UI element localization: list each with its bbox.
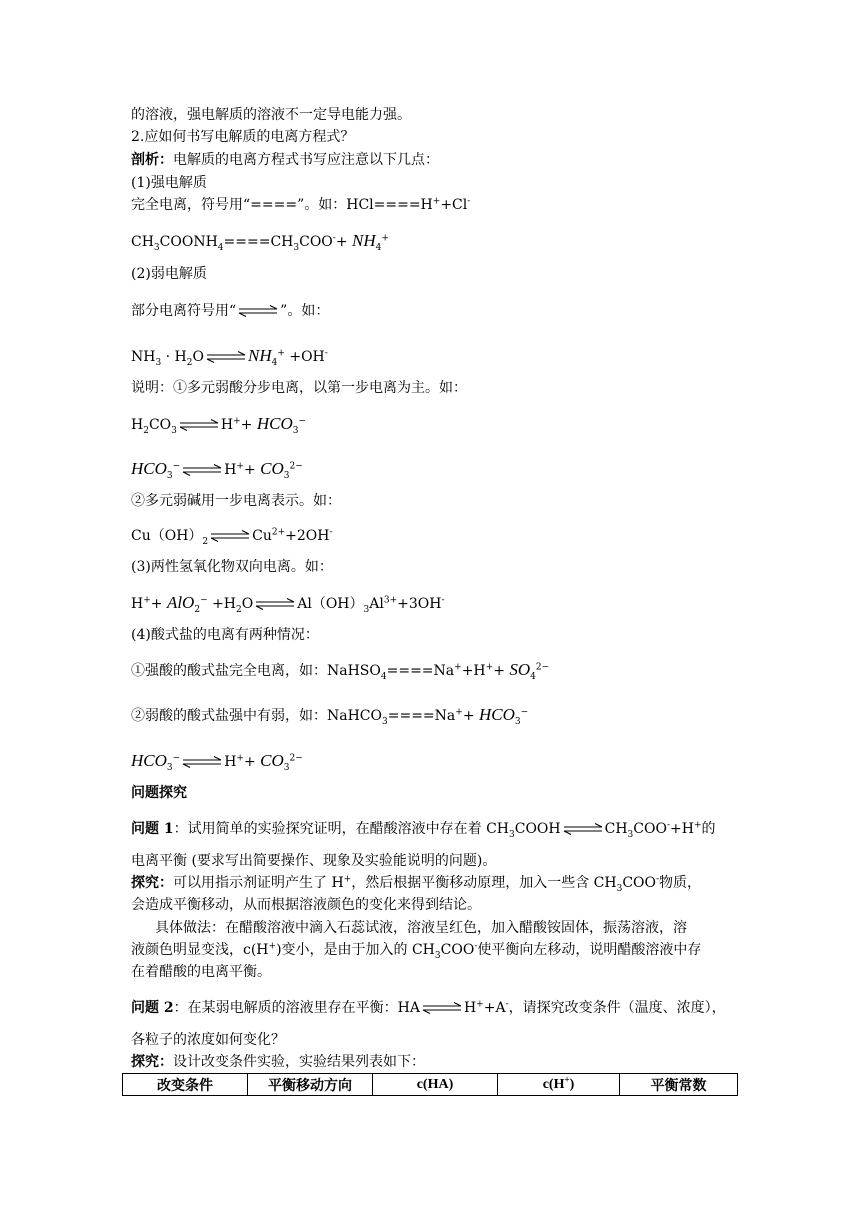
text-line: 剖析：电解质的电离方程式书写应注意以下几点： [131,152,439,168]
equilibrium-arrow-icon [209,530,251,542]
equation-line: $H_2CO_3$ $H^++ HCO_3^-$ [131,414,307,436]
equation-line: $NH_3 \cdot H_2O$ $NH_4^+ +OH^-$ [131,346,328,368]
equation-line: ②弱酸的酸式盐强中有弱，如：NaHCO$_3$====Na++ $HCO_3^-$ [131,705,529,727]
equation-line: $CH_3COONH_4====CH_3COO^-+ NH_4^+$ [131,231,389,253]
table-header-cell: c(H+) [498,1074,620,1096]
table-header-row [123,1074,738,1096]
equilibrium-arrow-icon [421,1002,463,1014]
question-1: 问题 1：试用简单的实验探究证明，在醋酸溶液中存在着 $CH_3COOH$ $CH_3COO^-+H^+$的 [131,820,716,840]
question-heading: 2.应如何书写电解质的电离方程式？ [131,129,355,145]
question-2-line-2: 各粒子的浓度如何变化？ [131,1032,285,1048]
equilibrium-arrow-icon [254,598,296,610]
text-line: ②多元弱碱用一步电离表示。如： [131,493,341,509]
table-header-cell: c(HA) [373,1074,498,1096]
paragraph-line: 具体做法：在醋酸溶液中滴入石蕊试液，溶液呈红色，加入醋酸铵固体，振荡溶液，溶 [155,920,687,936]
equation-line: $HCO_3^-$ $H^++ CO_3^{2-}$ [131,459,303,481]
question-2: 问题 2：在某弱电解质的溶液里存在平衡：HA H++A-，请探究改变条件（温度、浓度）， [131,999,726,1016]
question-1-line-2: 电离平衡 (要求写出简要操作、现象及实验能说明的问题)。 [131,853,497,869]
table-header-cell: 改变条件 [123,1074,248,1096]
equation-line: 完全电离，符号用“====”。如：HCl====H++Cl- [131,196,471,213]
table-header-cell: 平衡移动方向 [248,1074,373,1096]
text-line: 部分电离符号用“ ”。如： [131,303,330,319]
text-line: (1)强电解质 [131,175,207,191]
text-line: 说明：①多元弱酸分步电离，以第一步电离为主。如： [131,380,467,396]
equilibrium-arrow-icon [237,305,279,317]
equilibrium-arrow-icon [178,419,220,431]
equation-line: $Cu(OH)_2$ $Cu^{2+}+2OH^-$ [131,527,333,547]
equilibrium-arrow-icon [181,464,223,476]
equation-line: $H^++ AlO_2^- +H_2O$ $Al(OH)_3Al^{3+}+3OH^-$ [131,593,445,615]
equilibrium-arrow-icon [562,823,604,835]
text-line: (2)弱电解质 [131,266,207,282]
text-line: 的溶液，强电解质的溶液不一定导电能力强。 [131,107,411,123]
equation-line: ①强酸的酸式盐完全电离，如：NaHSO$_4$====Na++H++ $SO_4^{2-}$ [131,660,550,682]
table-header-cell: 平衡常数 [620,1074,738,1096]
exploration-2: 探究：设计改变条件实验，实验结果列表如下： [131,1054,425,1070]
results-table [122,1073,738,1096]
equilibrium-arrow-icon [181,756,223,768]
exploration-1-line-2: 会造成平衡移动，从而根据溶液颜色的变化来得到结论。 [131,897,481,913]
text-line: (3)两性氢氧化物双向电离。如： [131,559,333,575]
section-title: 问题探究 [131,785,187,801]
equation-line: $HCO_3^-$ $H^++ CO_3^{2-}$ [131,751,303,773]
exploration-1: 探究：可以用指示剂证明产生了 H+，然后根据平衡移动原理，加入一些含 $CH_3COO^-$物质， [131,874,702,894]
paragraph-line: 液颜色明显变浅，c(H+)变小，是由于加入的 $CH_3COO^-$使平衡向左移动，说明醋酸溶液中存 [131,941,702,961]
paragraph-line: 在着醋酸的电离平衡。 [131,964,271,980]
text-line: (4)酸式盐的电离有两种情况： [131,627,319,643]
equilibrium-arrow-icon [205,351,247,363]
